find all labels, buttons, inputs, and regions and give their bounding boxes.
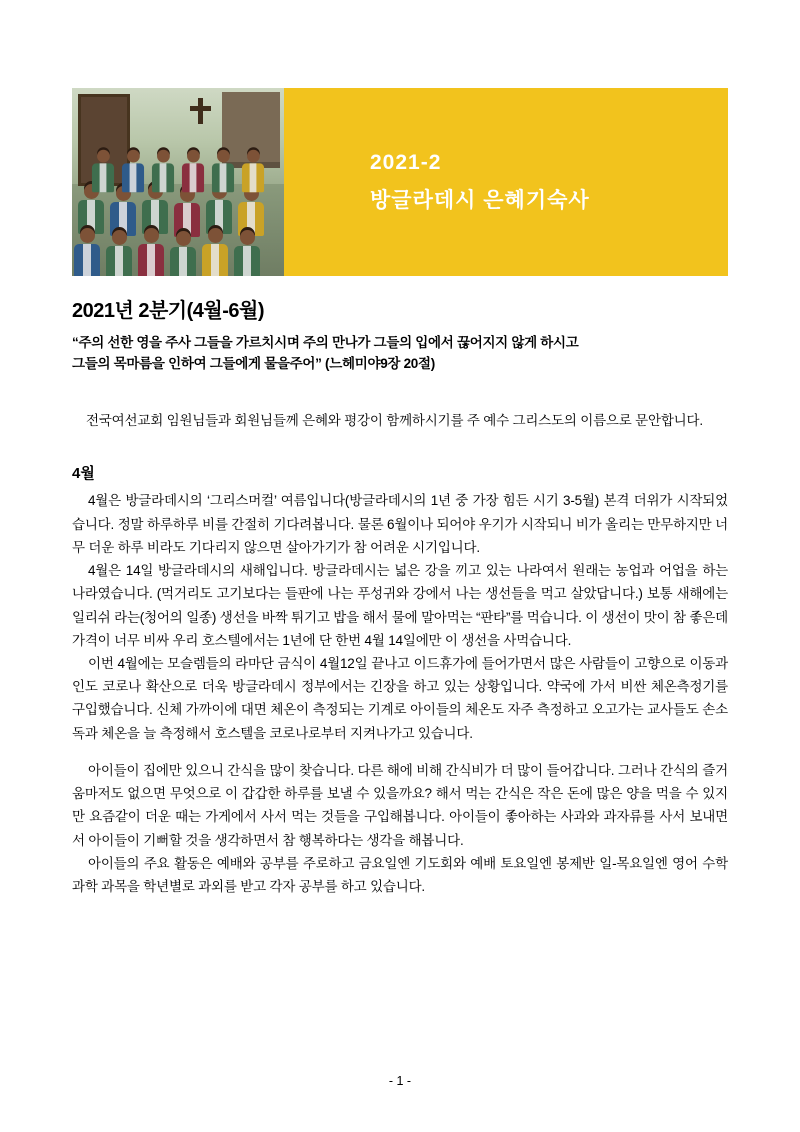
banner-title-block	[284, 88, 728, 276]
header-banner	[72, 88, 728, 276]
photo-person	[106, 230, 132, 276]
photo-person	[122, 150, 144, 193]
scripture-verse	[72, 333, 728, 375]
photo-person	[182, 150, 204, 193]
photo-person	[242, 150, 264, 193]
greeting-paragraph	[72, 409, 728, 433]
paragraph: 아이들이 집에만 있으니 간식을 많이 찾습니다. 다른 해에 비해 간식비가 더 많이 들어갑니다. 그러나 간식의 즐거움마저도 없으면 무엇으로 이 갑갑한 하루를 보낼 수 있을까요? 해서 먹는 간식은 작은 돈에 많은 양을 먹을 수 있지만 요즘같이 더운 때는 가게에서 사서 먹는 것들을 구입해봅니다. 아이들이 좋아하는 사과와 과자류를 사서 보내면서 아이들이 기뻐할 것을 생각하면서 참 행복하다는 생각을 해봅니다.	[72, 762, 728, 848]
section-heading-april: 4월	[72, 465, 95, 483]
photo-person	[110, 186, 136, 236]
paragraph: 4월은 14일 방글라데시의 새해입니다. 방글라데시는 넓은 강을 끼고 있는 나라여서 원래는 농업과 어업을 하는 나라였습니다. (먹거리도 고기보다는 들판에 나는 푸성귀와 강에서 나는 생선들을 먹고 살았답니다.) 보통 새해에는 일리쉬 라는(청어의 일종) 생선을 바짝 튀기고 밥을 해서 물에 말아먹는 “판타”를 먹습니다. 이 생선이 맛이 참 좋은데 가격이 너무 비싸 우리 호스텔에서는 1년에 단 한번 4월 14일에만 이 생선을 사먹습니다.	[72, 563, 728, 648]
photo-person	[174, 187, 200, 237]
page-title: 2021년 2분기(4월-6월)	[72, 300, 264, 322]
photo-person	[138, 228, 164, 276]
photo-person	[212, 150, 234, 193]
paragraph: 4월은 방글라데시의 ‘그리스머컬’ 여름입니다(방글라데시의 1년 중 가장 힘든 시기 3-5월) 본격 더위가 시작되었습니다. 정말 하루하루 비를 간절히 기다려봅니다. 물론 6월이나 되어야 우기가 시작되니 비가 올리는 만무하지만 너무 더운 하루 비라도 기다리지 않으면 살아가기가 참 어려운 시기입니다.	[72, 493, 728, 555]
verse-line-2: 그들의 목마름을 인하여 그들에게 물을주어” (느헤미야9장 20절)	[72, 355, 435, 371]
banner-title-year: 2021-2	[370, 150, 442, 174]
banner-title-name: 방글라데시 은혜기숙사	[370, 188, 590, 212]
photo-person	[238, 186, 264, 236]
page-number: - 1 -	[388, 1074, 412, 1088]
cross-icon	[198, 98, 203, 124]
greeting-text: 전국여선교회 임원님들과 회원님들께 은혜와 평강이 함께하시기를 주 예수 그리스도의 이름으로 문안합니다.	[86, 412, 703, 428]
paragraph: 아이들의 주요 활동은 예배와 공부를 주로하고 금요일엔 기도회와 예배 토요일엔 봉제반 일-목요일엔 영어 수학 과학 과목을 학년별로 과외를 받고 각자 공부를 하고 있습니다.	[72, 855, 728, 894]
dormitory-photo	[72, 88, 284, 276]
paragraph-spacer	[72, 745, 728, 759]
paragraph: 이번 4월에는 모슬렘들의 라마단 금식이 4월12일 끝나고 이드휴가에 들어가면서 많은 사람들이 고향으로 이동과 인도 코로나 확산으로 더욱 방글라데시 정부에서는 긴장을 하고 있는 상황입니다. 약국에 가서 비싼 체온측정기를 구입했습니다. 신체 가까이에 대면 체온이 측정되는 기계로 아이들의 체온도 자주 측정하고 오고가는 교사들도 손소독과 체온을 늘 측정해서 호스텔을 코로나로부터 지켜나가고 있습니다.	[72, 656, 728, 741]
photo-person	[202, 228, 228, 276]
photo-person	[170, 231, 196, 276]
photo-person	[74, 228, 100, 276]
photo-person	[92, 150, 114, 193]
photo-person	[234, 230, 260, 276]
photo-person	[152, 150, 174, 193]
verse-line-1: “주의 선한 영을 주사 그들을 가르치시며 주의 만나가 그들의 입에서 끊어지지 않게 하시고	[72, 335, 579, 350]
